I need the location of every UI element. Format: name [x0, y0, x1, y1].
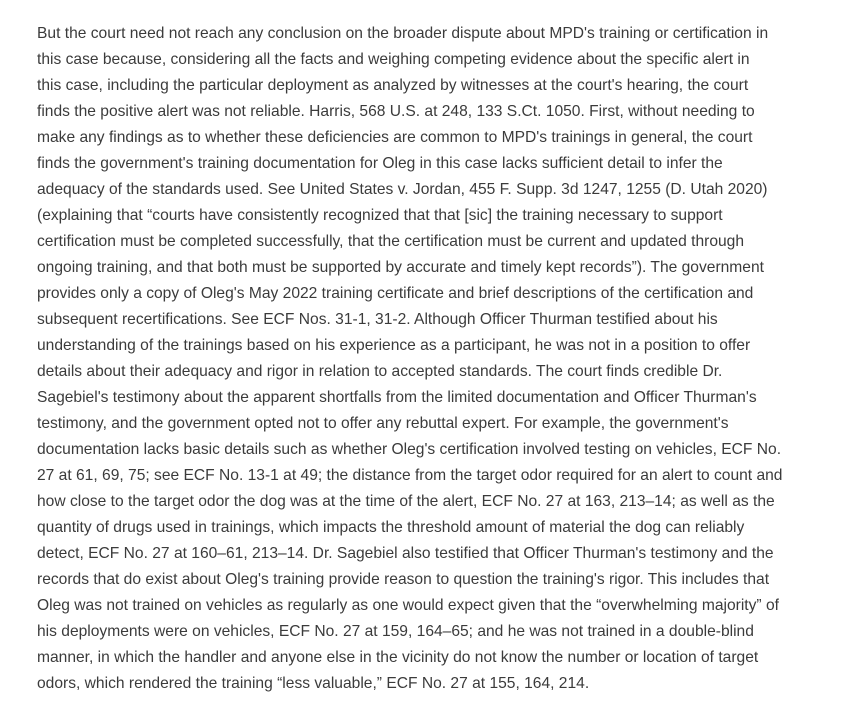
- paragraph-line: Sagebiel's testimony about the apparent shortfalls from the limited documentation and Officer Thurman's: [37, 389, 757, 406]
- paragraph-line: Oleg was not trained on vehicles as regularly as one would expect given that the “overwhelming majority” of: [37, 597, 779, 614]
- paragraph-line: detect, ECF No. 27 at 160–61, 213–14. Dr. Sagebiel also testified that Officer Thurman's testimony and the: [37, 545, 774, 562]
- paragraph-line: understanding of the trainings based on his experience as a participant, he was not in a position to offer: [37, 337, 751, 354]
- paragraph-line: adequacy of the standards used. See United States v. Jordan, 455 F. Supp. 3d 1247, 1255 (D. Utah 2020): [37, 181, 768, 198]
- paragraph-line: finds the government's training documentation for Oleg in this case lacks sufficient detail to infer the: [37, 155, 723, 172]
- paragraph-line: details about their adequacy and rigor in relation to accepted standards. The court finds credible Dr.: [37, 363, 723, 380]
- document-paragraph: [37, 21, 827, 697]
- paragraph-line: quantity of drugs used in trainings, which impacts the threshold amount of material the dog can reliably: [37, 519, 745, 536]
- paragraph-line: make any findings as to whether these deficiencies are common to MPD's trainings in general, the court: [37, 129, 753, 146]
- paragraph-line: certification must be completed successfully, that the certification must be current and updated through: [37, 233, 745, 250]
- paragraph-line: records that do exist about Oleg's training provide reason to question the training's rigor. This includes that: [37, 571, 770, 588]
- paragraph-line: this case because, considering all the facts and weighing competing evidence about the specific alert in: [37, 51, 750, 68]
- paragraph-line: his deployments were on vehicles, ECF No. 27 at 159, 164–65; and he was not trained in a double-blind: [37, 623, 754, 640]
- paragraph-line: testimony, and the government opted not to offer any rebuttal expert. For example, the government's: [37, 415, 729, 432]
- paragraph-line: this case, including the particular deployment as analyzed by witnesses at the court's hearing, the court: [37, 77, 749, 94]
- paragraph-line: (explaining that “courts have consistently recognized that that [sic] the training necessary to support: [37, 207, 723, 224]
- paragraph-line: manner, in which the handler and anyone else in the vicinity do not know the number or location of target: [37, 649, 759, 666]
- paragraph-line: But the court need not reach any conclusion on the broader dispute about MPD's training or certification in: [37, 25, 769, 42]
- paragraph-line: subsequent recertifications. See ECF Nos. 31-1, 31-2. Although Officer Thurman testified about his: [37, 311, 718, 328]
- paragraph-line: provides only a copy of Oleg's May 2022 training certificate and brief descriptions of the certification and: [37, 285, 754, 302]
- paragraph-line: finds the positive alert was not reliable. Harris, 568 U.S. at 248, 133 S.Ct. 1050. First, without needing to: [37, 103, 755, 120]
- paragraph-line: 27 at 61, 69, 75; see ECF No. 13-1 at 49; the distance from the target odor required for an alert to count and: [37, 467, 783, 484]
- paragraph-line: how close to the target odor the dog was at the time of the alert, ECF No. 27 at 163, 213–14; as well as the: [37, 493, 775, 510]
- paragraph-line: ongoing training, and that both must be supported by accurate and timely kept records”). The government: [37, 259, 764, 276]
- paragraph-line: odors, which rendered the training “less valuable,” ECF No. 27 at 155, 164, 214.: [37, 675, 590, 692]
- paragraph-line: documentation lacks basic details such as whether Oleg's certification involved testing on vehicles, ECF No.: [37, 441, 782, 458]
